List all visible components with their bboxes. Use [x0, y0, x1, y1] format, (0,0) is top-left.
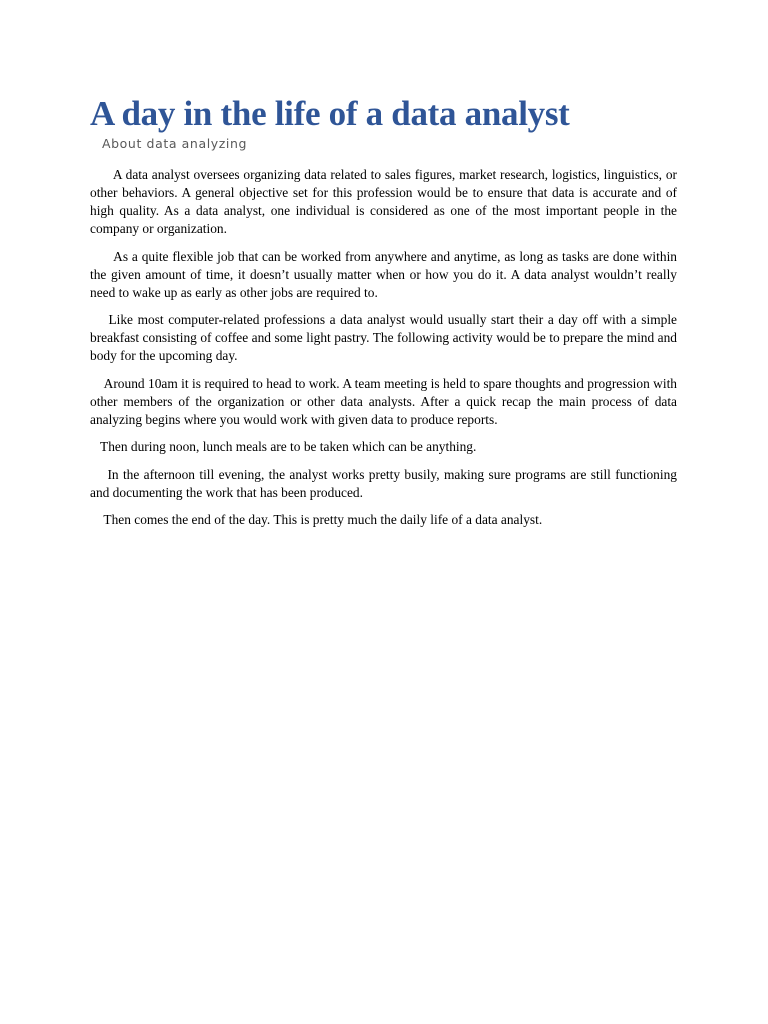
paragraph-morning: Like most computer-related professions a data analyst would usually start their a day off with a simple breakfast consisting of coffee and some light pastry. The following activity would be to prepare the mind and body for the upcoming day. — [90, 312, 677, 363]
document-title: A day in the life of a data analyst — [90, 94, 570, 133]
paragraph-flexibility: As a quite flexible job that can be worked from anywhere and anytime, as long as tasks are done within the given amount of time, it doesn’t usually matter when or how you do it. A data analyst wouldn’t really need to wake up as early as other jobs are required to. — [90, 248, 677, 300]
paragraph-noon: Then during noon, lunch meals are to be taken which can be anything. — [90, 439, 477, 454]
paragraph-afternoon: In the afternoon till evening, the analyst works pretty busily, making sure programs are still functioning and documenting the work that has been produced. — [90, 466, 677, 500]
document-body — [90, 92, 677, 539]
paragraph-end-of-day: Then comes the end of the day. This is pretty much the daily life of a data analyst. — [90, 512, 543, 527]
paragraph-intro: A data analyst oversees organizing data related to sales figures, market research, logistics, linguistics, or other behaviors. A general objective set for this profession would be to ensure that data is accurate and of high quality. As a data analyst, one individual is considered as one of the most important people in the company or organization. — [90, 167, 677, 236]
document-subtitle: About data analyzing — [102, 136, 248, 151]
paragraph-work-start: Around 10am it is required to head to work. A team meeting is held to spare thoughts and progression with other members of the organization or other data analysts. After a quick recap the main process of data analyzing begins where you would work with given data to produce reports. — [90, 375, 677, 427]
